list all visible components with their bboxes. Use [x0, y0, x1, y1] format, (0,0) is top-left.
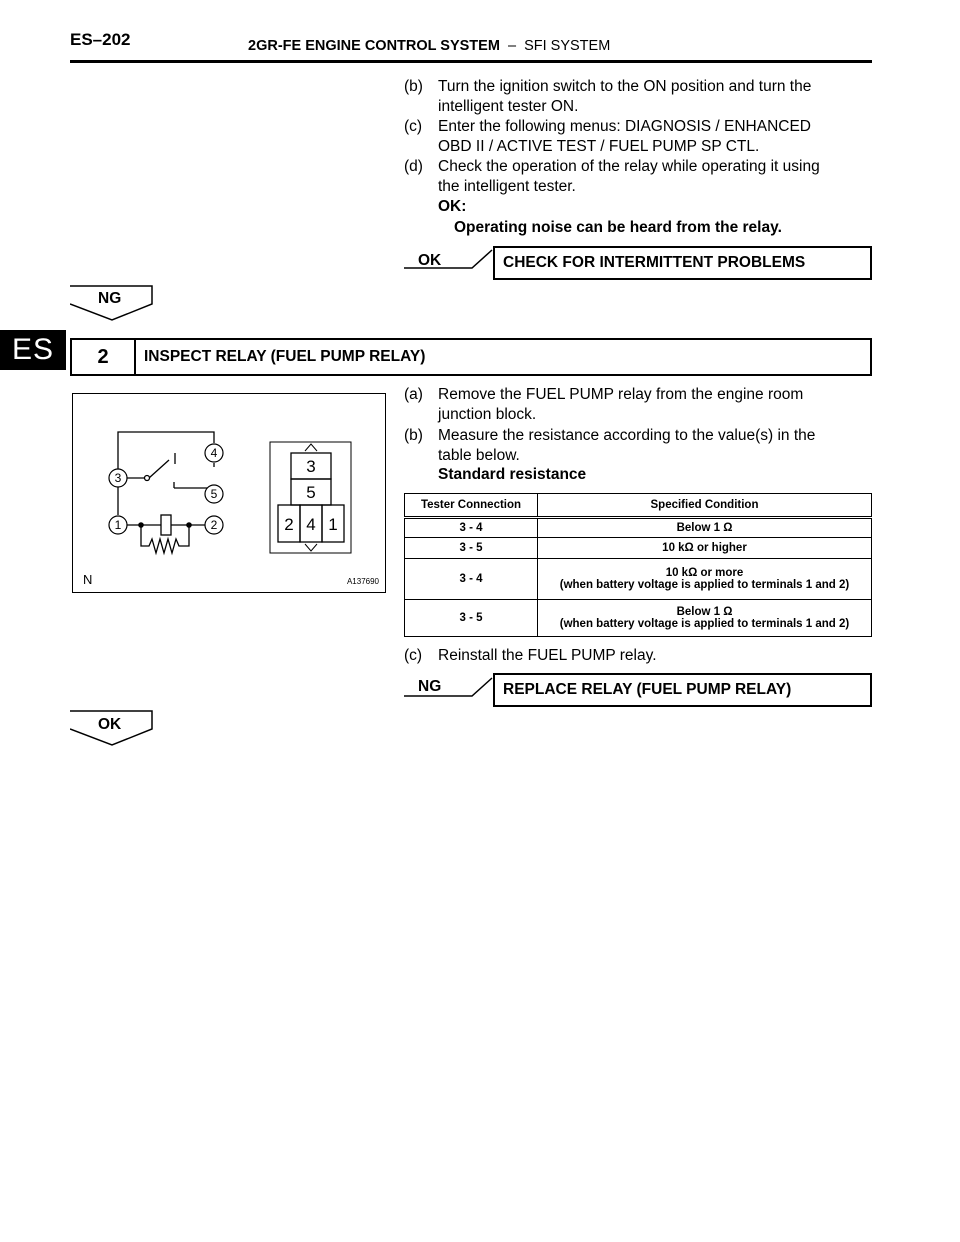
step-label: (b) — [404, 78, 423, 95]
step-1b — [404, 77, 874, 117]
table-row — [405, 600, 872, 637]
relay-coil — [161, 515, 171, 535]
step-text-line: OBD II / ACTIVE TEST / FUEL PUMP SP CTL. — [438, 138, 760, 155]
step-text-line: Measure the resistance according to the value(s) in the — [438, 427, 816, 444]
header-title-bold: 2GR-FE ENGINE CONTROL SYSTEM — [248, 38, 500, 54]
table-header-cell: Specified Condition — [538, 494, 872, 518]
ok-tag-label: OK — [98, 716, 122, 733]
step-text-line: table below. — [438, 447, 520, 464]
table-row — [405, 559, 872, 600]
step-1d — [404, 157, 874, 197]
relay-resistor — [141, 525, 189, 553]
table-row — [405, 518, 872, 538]
result-box-text: REPLACE RELAY (FUEL PUMP RELAY) — [503, 681, 792, 698]
ok-label: OK: — [438, 198, 467, 215]
step-1c — [404, 117, 874, 157]
table-header-cell: Tester Connection — [405, 494, 538, 518]
section-2-header — [70, 338, 872, 376]
result-box-replace-relay — [493, 673, 872, 707]
spec-title: Standard resistance — [438, 466, 587, 483]
step-text-line: Enter the following menus: DIAGNOSIS / ENHANCED — [438, 118, 811, 135]
step-label: (c) — [404, 647, 423, 664]
section-side-tab: ES — [0, 330, 66, 370]
page-header-title — [248, 38, 610, 54]
terminal-label: 3 — [114, 471, 122, 485]
header-rule — [70, 60, 872, 63]
relay-diagram — [73, 394, 385, 592]
table-cell-condition — [538, 600, 872, 637]
page-number: ES–202 — [70, 30, 131, 49]
step-label: (b) — [404, 427, 423, 444]
result-box-text: CHECK FOR INTERMITTENT PROBLEMS — [503, 254, 806, 271]
ok-spec-text: Operating noise can be heard from the relay. — [454, 219, 782, 236]
terminal-label: 5 — [210, 487, 218, 501]
condition-line: 10 kΩ or more — [665, 567, 744, 579]
ng-result-arrow — [402, 672, 494, 708]
result-box-intermittent — [493, 246, 872, 280]
step-2b — [404, 426, 874, 466]
connector-key-bottom — [305, 544, 317, 551]
relay-figure — [72, 393, 386, 593]
junction-dot — [138, 522, 144, 528]
connector-label: 3 — [306, 457, 316, 476]
step-text-line: Check the operation of the relay while operating it using — [438, 158, 820, 175]
step-text-line: the intelligent tester. — [438, 178, 576, 195]
table-cell-connection: 3 - 5 — [405, 600, 538, 637]
condition-line: (when battery voltage is applied to terminals 1 and 2) — [559, 579, 850, 591]
connector-label: 1 — [328, 515, 338, 534]
connector-key-top — [305, 444, 317, 451]
connector-label: 4 — [306, 515, 316, 534]
step-text-line: junction block. — [438, 406, 537, 423]
terminal-label: 1 — [114, 518, 122, 532]
step-label: (c) — [404, 118, 423, 135]
table-cell-connection: 3 - 4 — [405, 559, 538, 600]
step-text-line: Reinstall the FUEL PUMP relay. — [438, 647, 657, 664]
connector-label: 5 — [306, 483, 316, 502]
condition-line: Below 1 Ω — [676, 606, 733, 618]
ng-tag-label: NG — [98, 290, 122, 307]
header-title-rest: – SFI SYSTEM — [499, 38, 611, 54]
step-text-line: Remove the FUEL PUMP relay from the engine room — [438, 386, 804, 403]
table-cell-condition — [538, 559, 872, 600]
ok-result-label: OK — [418, 252, 442, 269]
section-title: INSPECT RELAY (FUEL PUMP RELAY) — [144, 348, 426, 365]
table-cell-condition: Below 1 Ω — [538, 518, 872, 538]
connector-label: 2 — [284, 515, 294, 534]
table-cell-condition: 10 kΩ or higher — [538, 538, 872, 559]
step-2a — [404, 385, 874, 425]
condition-line: (when battery voltage is applied to terminals 1 and 2) — [559, 618, 850, 630]
section-number: 2 — [72, 340, 136, 374]
relay-switch-arm — [149, 460, 169, 478]
table-row — [405, 538, 872, 559]
step-2c — [404, 646, 874, 666]
table-header-row — [405, 494, 872, 518]
step-text-line: Turn the ignition switch to the ON position and turn the — [438, 78, 812, 95]
table-cell-connection: 3 - 4 — [405, 518, 538, 538]
resistance-table — [404, 493, 872, 637]
figure-code: A137690 — [346, 577, 379, 586]
step-text-line: intelligent tester ON. — [438, 98, 579, 115]
step-label: (d) — [404, 158, 423, 175]
ok-result-arrow — [402, 244, 494, 280]
table-cell-connection: 3 - 5 — [405, 538, 538, 559]
step-label: (a) — [404, 386, 423, 403]
junction-dot — [186, 522, 192, 528]
ng-result-label: NG — [418, 678, 442, 695]
terminal-label: 4 — [210, 446, 218, 460]
terminal-label: 2 — [210, 518, 218, 532]
figure-corner-label: N — [83, 572, 93, 587]
switch-pivot — [145, 476, 150, 481]
